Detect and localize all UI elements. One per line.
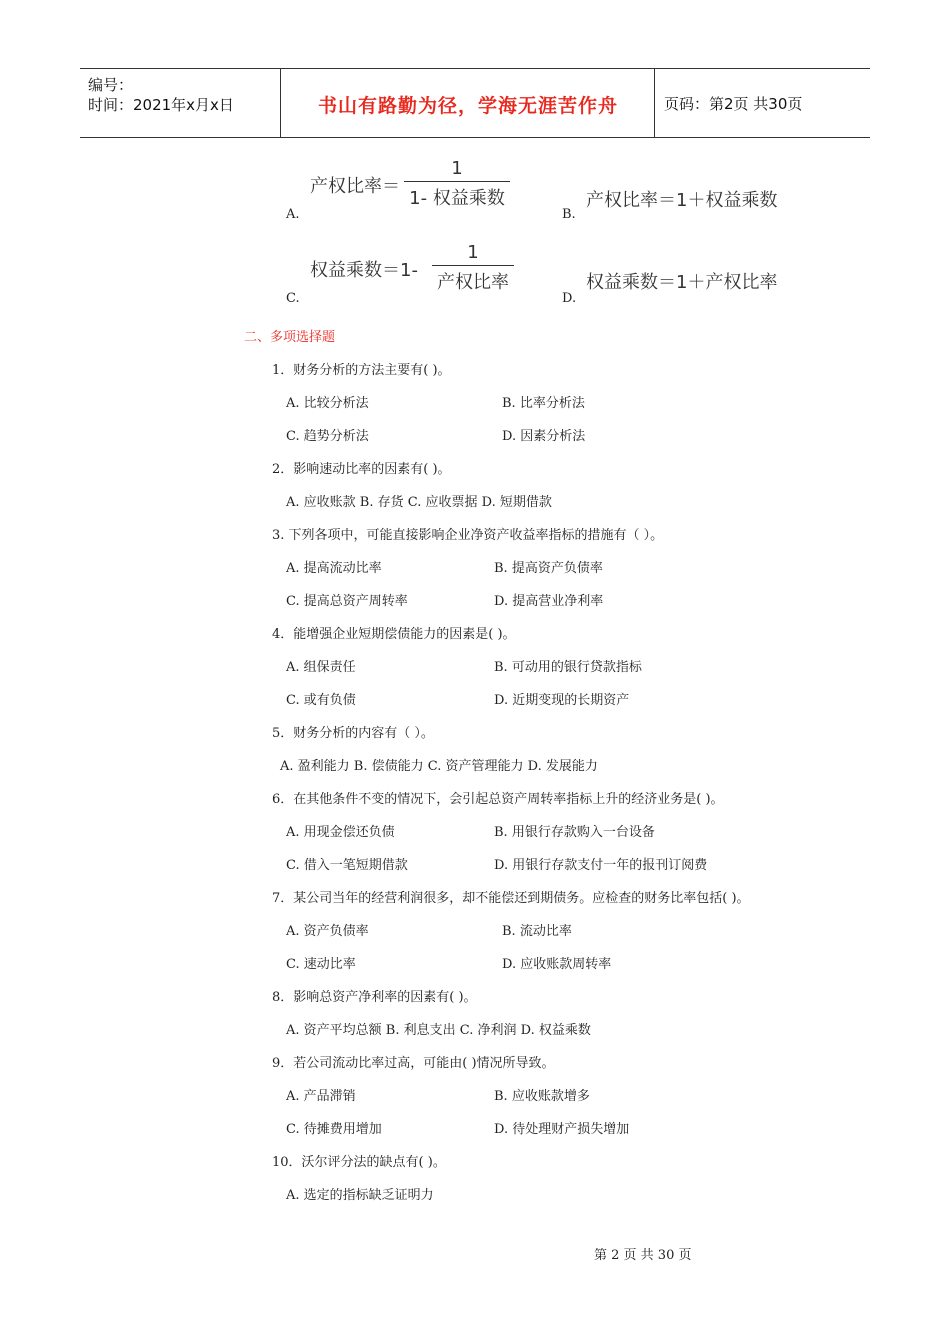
question-stem: 5．财务分析的内容有（ ）。 <box>272 726 434 741</box>
option-a: A. 产品滞销 <box>286 1089 356 1104</box>
option-c: C. 借入一笔短期借款 <box>286 858 408 873</box>
options-row: A. 盈利能力 B. 偿债能力 C. 资产管理能力 D. 发展能力 <box>280 759 598 774</box>
page-header <box>80 68 870 138</box>
option-d: D. 用银行存款支付一年的报刊订阅费 <box>494 858 708 873</box>
option-a: A. 比较分析法 <box>286 396 369 411</box>
question-stem: 7．某公司当年的经营利润很多，却不能偿还到期债务。应检查的财务比率包括( )。 <box>272 891 750 906</box>
formula-c-lhs: 权益乘数＝1- <box>310 260 418 281</box>
option-b: B. 提高资产负债率 <box>494 561 603 576</box>
option-c: C. 速动比率 <box>286 957 356 972</box>
option-d: D. 近期变现的长期资产 <box>494 693 630 708</box>
option-a-label: A. <box>286 207 300 222</box>
option-b: B. 流动比率 <box>502 924 572 939</box>
header-divider <box>280 69 281 137</box>
formula-a-denominator: 1- 权益乘数 <box>409 188 505 209</box>
option-d: D. 待处理财产损失增加 <box>494 1122 630 1137</box>
question-stem: 9．若公司流动比率过高，可能由( )情况所导致。 <box>272 1056 555 1071</box>
option-b: B. 比率分析法 <box>502 396 585 411</box>
option-a: A. 提高流动比率 <box>286 561 382 576</box>
option-b: B. 可动用的银行贷款指标 <box>494 660 642 675</box>
formula-a-lhs: 产权比率＝ <box>310 176 400 197</box>
fraction-bar <box>404 181 510 182</box>
formula-c-denominator: 产权比率 <box>437 272 509 293</box>
option-c: C. 或有负债 <box>286 693 356 708</box>
option-d: D. 应收账款周转率 <box>502 957 612 972</box>
question-stem: 6．在其他条件不变的情况下，会引起总资产周转率指标上升的经济业务是( )。 <box>272 792 724 807</box>
formula-d: 权益乘数＝1＋产权比率 <box>586 272 778 293</box>
option-c: C. 趋势分析法 <box>286 429 369 444</box>
header-motto: 书山有路勤为径，学海无涯苦作舟 <box>317 95 618 117</box>
options-row: A. 资产平均总额 B. 利息支出 C. 净利润 D. 权益乘数 <box>286 1023 591 1038</box>
option-d: D. 因素分析法 <box>502 429 586 444</box>
formula-a-numerator: 1 <box>451 158 463 179</box>
options-row: A. 应收账款 B. 存货 C. 应收票据 D. 短期借款 <box>286 495 552 510</box>
formula-c-fraction <box>432 242 514 294</box>
option-a: A. 资产负债率 <box>286 924 369 939</box>
option-b: B. 应收账款增多 <box>494 1089 590 1104</box>
option-c-label: C. <box>286 291 300 306</box>
section-title: 二、多项选择题 <box>244 330 336 345</box>
formula-b: 产权比率＝1＋权益乘数 <box>586 190 778 211</box>
formula-c-numerator: 1 <box>467 242 479 263</box>
option-c: C. 提高总资产周转率 <box>286 594 408 609</box>
question-stem: 3. 下列各项中，可能直接影响企业净资产收益率指标的措施有（ ）。 <box>272 528 664 543</box>
question-stem: 4．能增强企业短期偿债能力的因素是( )。 <box>272 627 516 642</box>
fraction-bar <box>432 265 514 266</box>
formula-a-fraction <box>404 158 510 210</box>
option-b: B. 用银行存款购入一台设备 <box>494 825 655 840</box>
time-label: 时间：2021年x月x日 <box>88 96 234 114</box>
option-d: D. 提高营业净利率 <box>494 594 604 609</box>
page-number-label: 页码：第2页 共30页 <box>664 95 803 113</box>
option-c: C. 待摊费用增加 <box>286 1122 382 1137</box>
question-stem: 8．影响总资产净利率的因素有( )。 <box>272 990 477 1005</box>
option-a: A. 用现金偿还负债 <box>286 825 395 840</box>
header-meta <box>88 75 234 115</box>
option-a: A. 选定的指标缺乏证明力 <box>286 1188 434 1203</box>
option-a: A. 组保责任 <box>286 660 356 675</box>
code-label: 编号： <box>88 76 134 94</box>
option-d-label: D. <box>562 291 577 306</box>
question-stem: 10．沃尔评分法的缺点有( )。 <box>272 1155 446 1170</box>
question-stem: 1．财务分析的方法主要有( )。 <box>272 363 451 378</box>
question-stem: 2．影响速动比率的因素有( )。 <box>272 462 451 477</box>
option-b-label: B. <box>562 207 576 222</box>
header-divider <box>654 69 655 137</box>
page-footer: 第 2 页 共 30 页 <box>594 1248 692 1263</box>
